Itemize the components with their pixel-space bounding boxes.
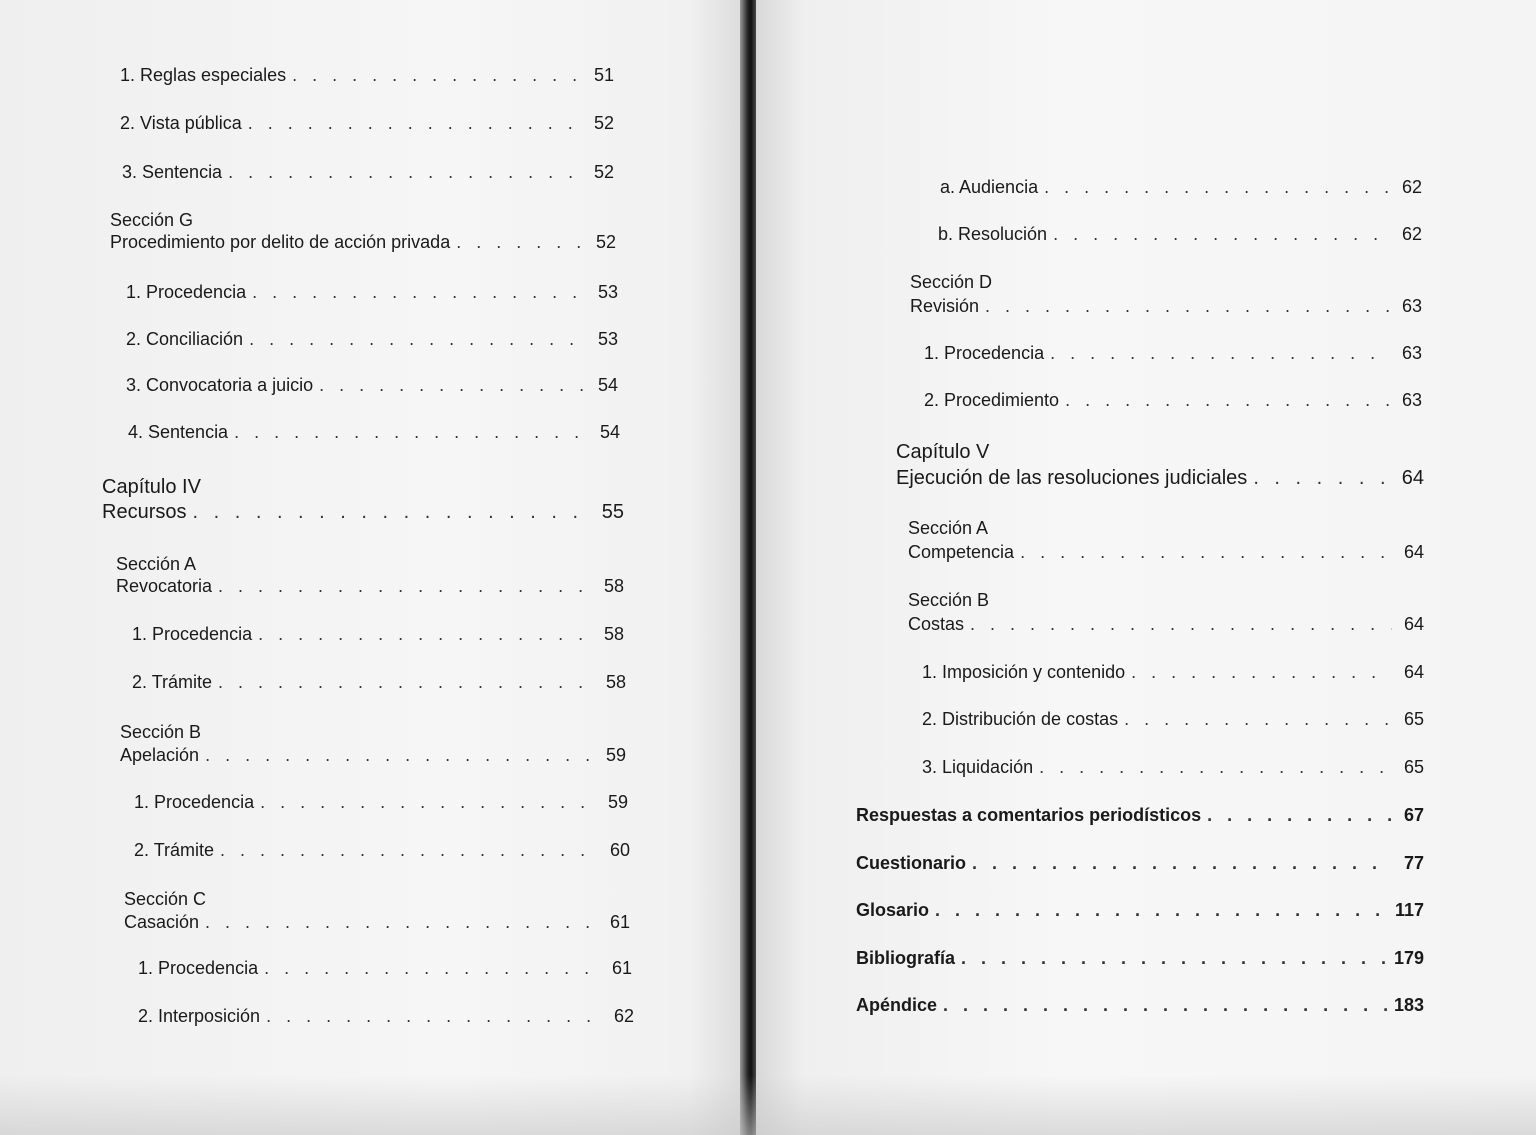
toc-entry-label: b. Resolución <box>938 224 1048 244</box>
toc-entry[interactable] <box>102 500 624 525</box>
toc-entry-label: Revocatoria <box>116 576 213 596</box>
toc-entry[interactable] <box>924 388 1422 413</box>
toc-entry-label: 2. Distribución de costas <box>922 709 1119 729</box>
toc-page-number: 51 <box>593 65 614 85</box>
dot-leader <box>258 622 592 647</box>
toc-entry-label: 4. Sentencia <box>128 422 229 442</box>
toc-entry[interactable] <box>120 111 614 136</box>
dot-leader <box>220 838 598 863</box>
toc-entry[interactable] <box>924 341 1422 366</box>
toc-entry[interactable] <box>116 574 624 599</box>
toc-entry-label: 2. Conciliación <box>126 329 244 349</box>
dot-leader <box>1065 388 1390 413</box>
toc-page-number: 52 <box>593 162 614 182</box>
toc-entry-label: a. Audiencia <box>940 177 1039 197</box>
toc-entry-label: 2. Vista pública <box>120 113 242 133</box>
toc-entry[interactable] <box>922 707 1424 732</box>
dot-leader <box>970 612 1392 637</box>
toc-entry-label: Recursos <box>102 501 187 523</box>
toc-entry-label: 1. Imposición y contenido <box>922 662 1126 682</box>
toc-entry[interactable] <box>856 851 1424 876</box>
toc-entry-label: 2. Procedimiento <box>924 390 1060 410</box>
dot-leader <box>264 956 600 981</box>
toc-page-number: 63 <box>1401 390 1422 410</box>
section-heading: Sección B <box>908 590 990 610</box>
toc-entry-label: 1. Procedencia <box>126 282 247 302</box>
toc-page-number: 58 <box>603 576 624 596</box>
toc-page-number: 60 <box>609 840 630 860</box>
dot-leader <box>252 280 586 305</box>
dot-leader <box>961 946 1388 971</box>
toc-page-number: 63 <box>1401 343 1422 363</box>
toc-page-number: 64 <box>1401 467 1424 489</box>
toc-page-number: 62 <box>1401 177 1422 197</box>
toc-page-number: 183 <box>1393 995 1424 1015</box>
toc-entry-label: 1. Procedencia <box>924 343 1045 363</box>
chapter-heading: Capítulo V <box>896 441 990 463</box>
toc-page-number: 58 <box>605 672 626 692</box>
toc-entry[interactable] <box>138 1004 634 1029</box>
toc-entry-label: Ejecución de las resoluciones judiciales <box>896 467 1248 489</box>
toc-page-number: 63 <box>1401 296 1422 316</box>
toc-entry[interactable] <box>856 803 1424 828</box>
toc-entry-label: Costas <box>908 614 965 634</box>
toc-page-number: 55 <box>601 501 624 523</box>
dot-leader <box>319 373 586 398</box>
dot-leader <box>205 743 594 768</box>
dot-leader <box>1050 341 1390 366</box>
toc-entry-label: Apéndice <box>856 995 938 1015</box>
toc-entry-label: 2. Interposición <box>138 1006 261 1026</box>
toc-entry-label: 3. Convocatoria a juicio <box>126 375 314 395</box>
dot-leader <box>260 790 596 815</box>
toc-entry-label: Respuestas a comentarios periodísticos <box>856 805 1202 825</box>
dot-leader <box>1131 660 1392 685</box>
toc-page-number: 67 <box>1403 805 1424 825</box>
dot-leader <box>1207 803 1392 828</box>
left-page <box>0 0 748 1135</box>
toc-page-number: 65 <box>1403 757 1424 777</box>
toc-entry-label: 2. Trámite <box>134 840 215 860</box>
dot-leader <box>943 993 1388 1018</box>
toc-page-number: 61 <box>611 958 632 978</box>
dot-leader <box>972 851 1392 876</box>
toc-entry[interactable] <box>124 910 630 935</box>
toc-page-number: 62 <box>1401 224 1422 244</box>
toc-entry-label: Revisión <box>910 296 980 316</box>
toc-entry[interactable] <box>908 540 1424 565</box>
toc-entry[interactable] <box>922 660 1424 685</box>
toc-entry[interactable] <box>132 670 626 695</box>
section-heading: Sección D <box>910 272 993 292</box>
toc-entry[interactable] <box>120 63 614 88</box>
dot-leader <box>456 230 584 255</box>
toc-page-number: 62 <box>613 1006 634 1026</box>
toc-page-number: 52 <box>593 113 614 133</box>
toc-page-number: 54 <box>599 422 620 442</box>
section-heading: Sección C <box>124 889 207 909</box>
toc-entry-label: 1. Reglas especiales <box>120 65 287 85</box>
toc-entry-label: 1. Procedencia <box>138 958 259 978</box>
toc-entry[interactable] <box>126 373 618 398</box>
right-page <box>756 0 1536 1135</box>
dot-leader <box>248 111 582 136</box>
toc-entry[interactable] <box>938 222 1422 247</box>
toc-entry[interactable] <box>122 160 614 185</box>
toc-entry-label: Procedimiento por delito de acción privada <box>110 232 451 252</box>
dot-leader <box>1020 540 1392 565</box>
toc-entry-label: Apelación <box>120 745 200 765</box>
toc-entry[interactable] <box>110 230 616 255</box>
toc-entry-label: Competencia <box>908 542 1015 562</box>
toc-page-number: 52 <box>595 232 616 252</box>
toc-page-number: 179 <box>1393 948 1424 968</box>
dot-leader <box>1124 707 1392 732</box>
toc-entry[interactable] <box>128 420 620 445</box>
section-heading: Sección G <box>110 210 194 230</box>
dot-leader <box>192 500 592 525</box>
toc-page-number: 64 <box>1403 542 1424 562</box>
toc-entry-label: 2. Trámite <box>132 672 213 692</box>
toc-entry-label: Casación <box>124 912 200 932</box>
toc-entry-label: 3. Sentencia <box>122 162 223 182</box>
toc-entry[interactable] <box>134 838 630 863</box>
section-heading: Sección A <box>116 554 197 574</box>
dot-leader <box>218 670 594 695</box>
dot-leader <box>234 420 588 445</box>
dot-leader <box>218 574 592 599</box>
toc-entry[interactable] <box>940 175 1422 200</box>
dot-leader <box>205 910 598 935</box>
section-heading: Sección A <box>908 518 989 538</box>
toc-entry-label: Glosario <box>856 900 930 920</box>
toc-page-number: 64 <box>1403 662 1424 682</box>
toc-entry[interactable] <box>856 946 1424 971</box>
dot-leader <box>1253 466 1392 491</box>
toc-page-number: 65 <box>1403 709 1424 729</box>
toc-page-number: 117 <box>1394 900 1424 920</box>
dot-leader <box>249 327 586 352</box>
toc-page-number: 77 <box>1403 853 1424 873</box>
toc-entry[interactable] <box>126 327 618 352</box>
toc-entry-label: Cuestionario <box>856 853 967 873</box>
section-heading: Sección B <box>120 722 202 742</box>
toc-page-number: 59 <box>607 792 628 812</box>
toc-entry[interactable] <box>856 993 1424 1018</box>
toc-entry[interactable] <box>138 956 632 981</box>
toc-entry-label: 1. Procedencia <box>132 624 253 644</box>
dot-leader <box>985 294 1390 319</box>
toc-entry[interactable] <box>120 743 626 768</box>
toc-page-number: 58 <box>603 624 624 644</box>
dot-leader <box>292 63 582 88</box>
dot-leader <box>1053 222 1390 247</box>
toc-page-number: 53 <box>597 282 618 302</box>
toc-page-number: 54 <box>597 375 618 395</box>
toc-page-number: 59 <box>605 745 626 765</box>
dot-leader <box>935 898 1389 923</box>
chapter-heading: Capítulo IV <box>102 476 201 498</box>
toc-entry[interactable] <box>896 466 1424 491</box>
toc-entry[interactable] <box>922 755 1424 780</box>
toc-entry-label: 1. Procedencia <box>134 792 255 812</box>
toc-entry-label: Bibliografía <box>856 948 956 968</box>
toc-entry[interactable] <box>134 790 628 815</box>
toc-entry-label: 3. Liquidación <box>922 757 1034 777</box>
dot-leader <box>228 160 582 185</box>
dot-leader <box>266 1004 602 1029</box>
toc-entry[interactable] <box>132 622 624 647</box>
toc-page-number: 53 <box>597 329 618 349</box>
toc-entry[interactable] <box>910 294 1422 319</box>
toc-entry[interactable] <box>908 612 1424 637</box>
dot-leader <box>1039 755 1392 780</box>
toc-entry[interactable] <box>856 898 1424 923</box>
toc-page-number: 64 <box>1403 614 1424 634</box>
toc-page-number: 61 <box>609 912 630 932</box>
dot-leader <box>1044 175 1390 200</box>
toc-entry[interactable] <box>126 280 618 305</box>
